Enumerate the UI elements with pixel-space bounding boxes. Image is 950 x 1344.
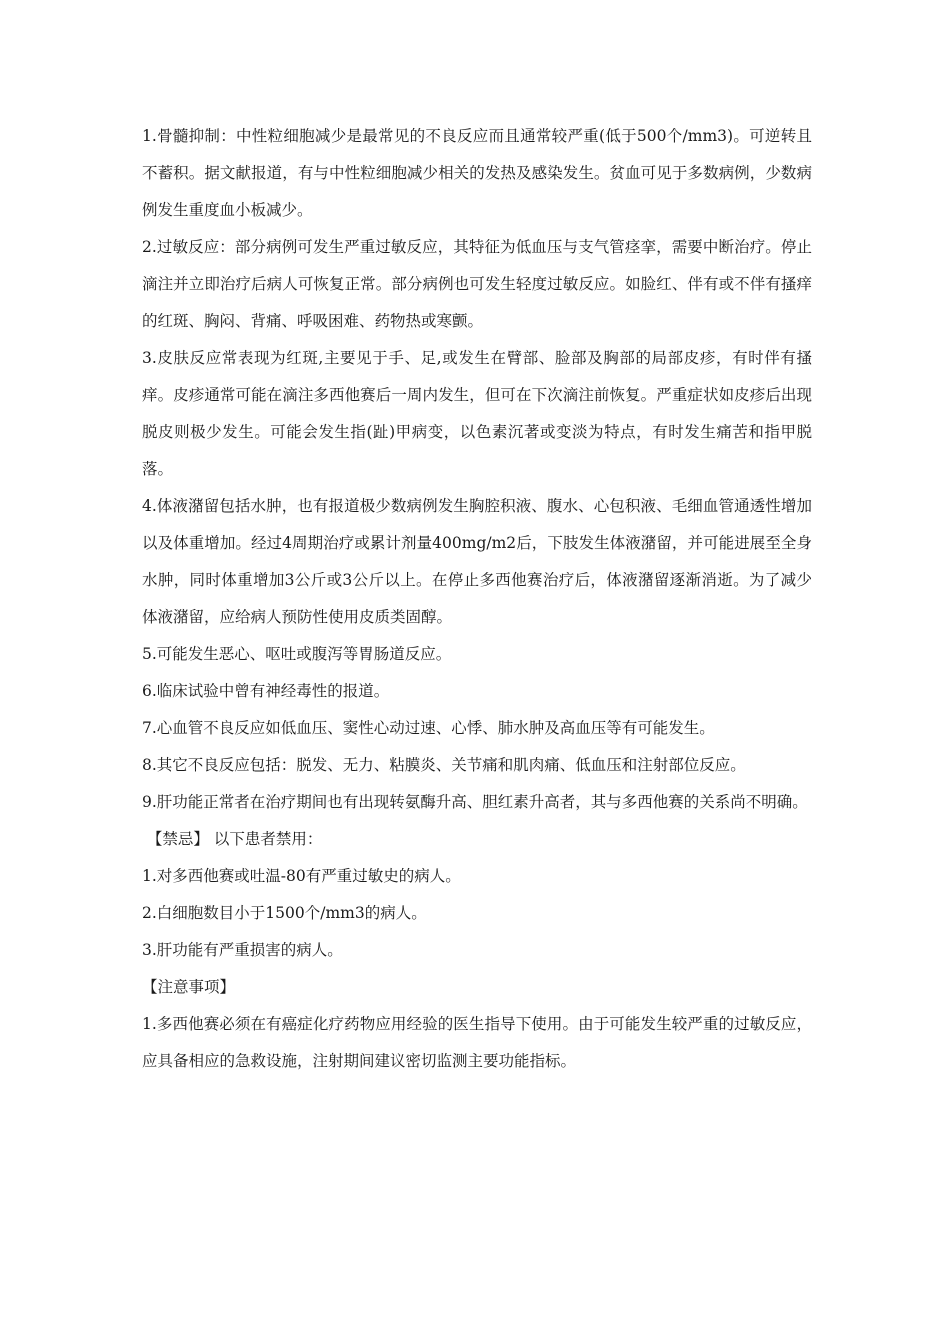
adverse-reaction-4: 4.体液潴留包括水肿，也有报道极少数病例发生胸腔积液、腹水、心包积液、毛细血管通透性增加以及体重增加。经过4周期治疗或累计剂量400mg/m2后，下肢发生体液潴留，并可能进展至全身水肿，同时体重增加3公斤或3公斤以上。在停止多西他赛治疗后，体液潴留逐渐消逝。为了减少体液潴留，应给病人预防性使用皮质类固醇。 (142, 497, 812, 626)
adverse-reaction-6: 6.临床试验中曾有神经毒性的报道。 (142, 682, 390, 700)
precautions-heading: 【注意事项】 (142, 978, 236, 996)
precaution-item-1: 1.多西他赛必须在有癌症化疗药物应用经验的医生指导下使用。由于可能发生较严重的过敏反应，应具备相应的急救设施，注射期间建议密切监测主要功能指标。 (142, 1015, 812, 1070)
adverse-reaction-3: 3.皮肤反应常表现为红斑,主要见于手、足,或发生在臂部、脸部及胸部的局部皮疹，有时伴有搔痒。皮疹通常可能在滴注多西他赛后一周内发生，但可在下次滴注前恢复。严重症状如皮疹后出现脱皮则极少发生。可能会发生指(趾)甲病变，以色素沉著或变淡为特点，有时发生痛苦和指甲脱落。 (142, 349, 812, 478)
adverse-reaction-5: 5.可能发生恶心、呕吐或腹泻等胃肠道反应。 (142, 645, 452, 663)
adverse-reaction-8: 8.其它不良反应包括：脱发、无力、粘膜炎、关节痛和肌肉痛、低血压和注射部位反应。 (142, 756, 746, 774)
adverse-reaction-7: 7.心血管不良反应如低血压、窦性心动过速、心悸、肺水肿及高血压等有可能发生。 (142, 719, 715, 737)
contraindication-item-2: 2.白细胞数目小于1500个/mm3的病人。 (142, 904, 427, 922)
document-body (142, 118, 812, 1080)
contraindication-item-3: 3.肝功能有严重损害的病人。 (142, 941, 343, 959)
contraindications-heading: 【禁忌】 以下患者禁用： (142, 830, 323, 848)
contraindication-item-1: 1.对多西他赛或吐温-80有严重过敏史的病人。 (142, 867, 461, 885)
adverse-reaction-1: 1.骨髓抑制：中性粒细胞减少是最常见的不良反应而且通常较严重(低于500个/mm3)。可逆转且不蓄积。据文献报道，有与中性粒细胞减少相关的发热及感染发生。贫血可见于多数病例，少数病例发生重度血小板减少。 (142, 127, 812, 219)
adverse-reaction-2: 2.过敏反应：部分病例可发生严重过敏反应，其特征为低血压与支气管痉挛，需要中断治疗。停止滴注并立即治疗后病人可恢复正常。部分病例也可发生轻度过敏反应。如脸红、伴有或不伴有搔痒的红斑、胸闷、背痛、呼吸困难、药物热或寒颤。 (142, 238, 812, 330)
adverse-reaction-9: 9.肝功能正常者在治疗期间也有出现转氨酶升高、胆红素升高者，其与多西他赛的关系尚不明确。 (142, 793, 808, 811)
